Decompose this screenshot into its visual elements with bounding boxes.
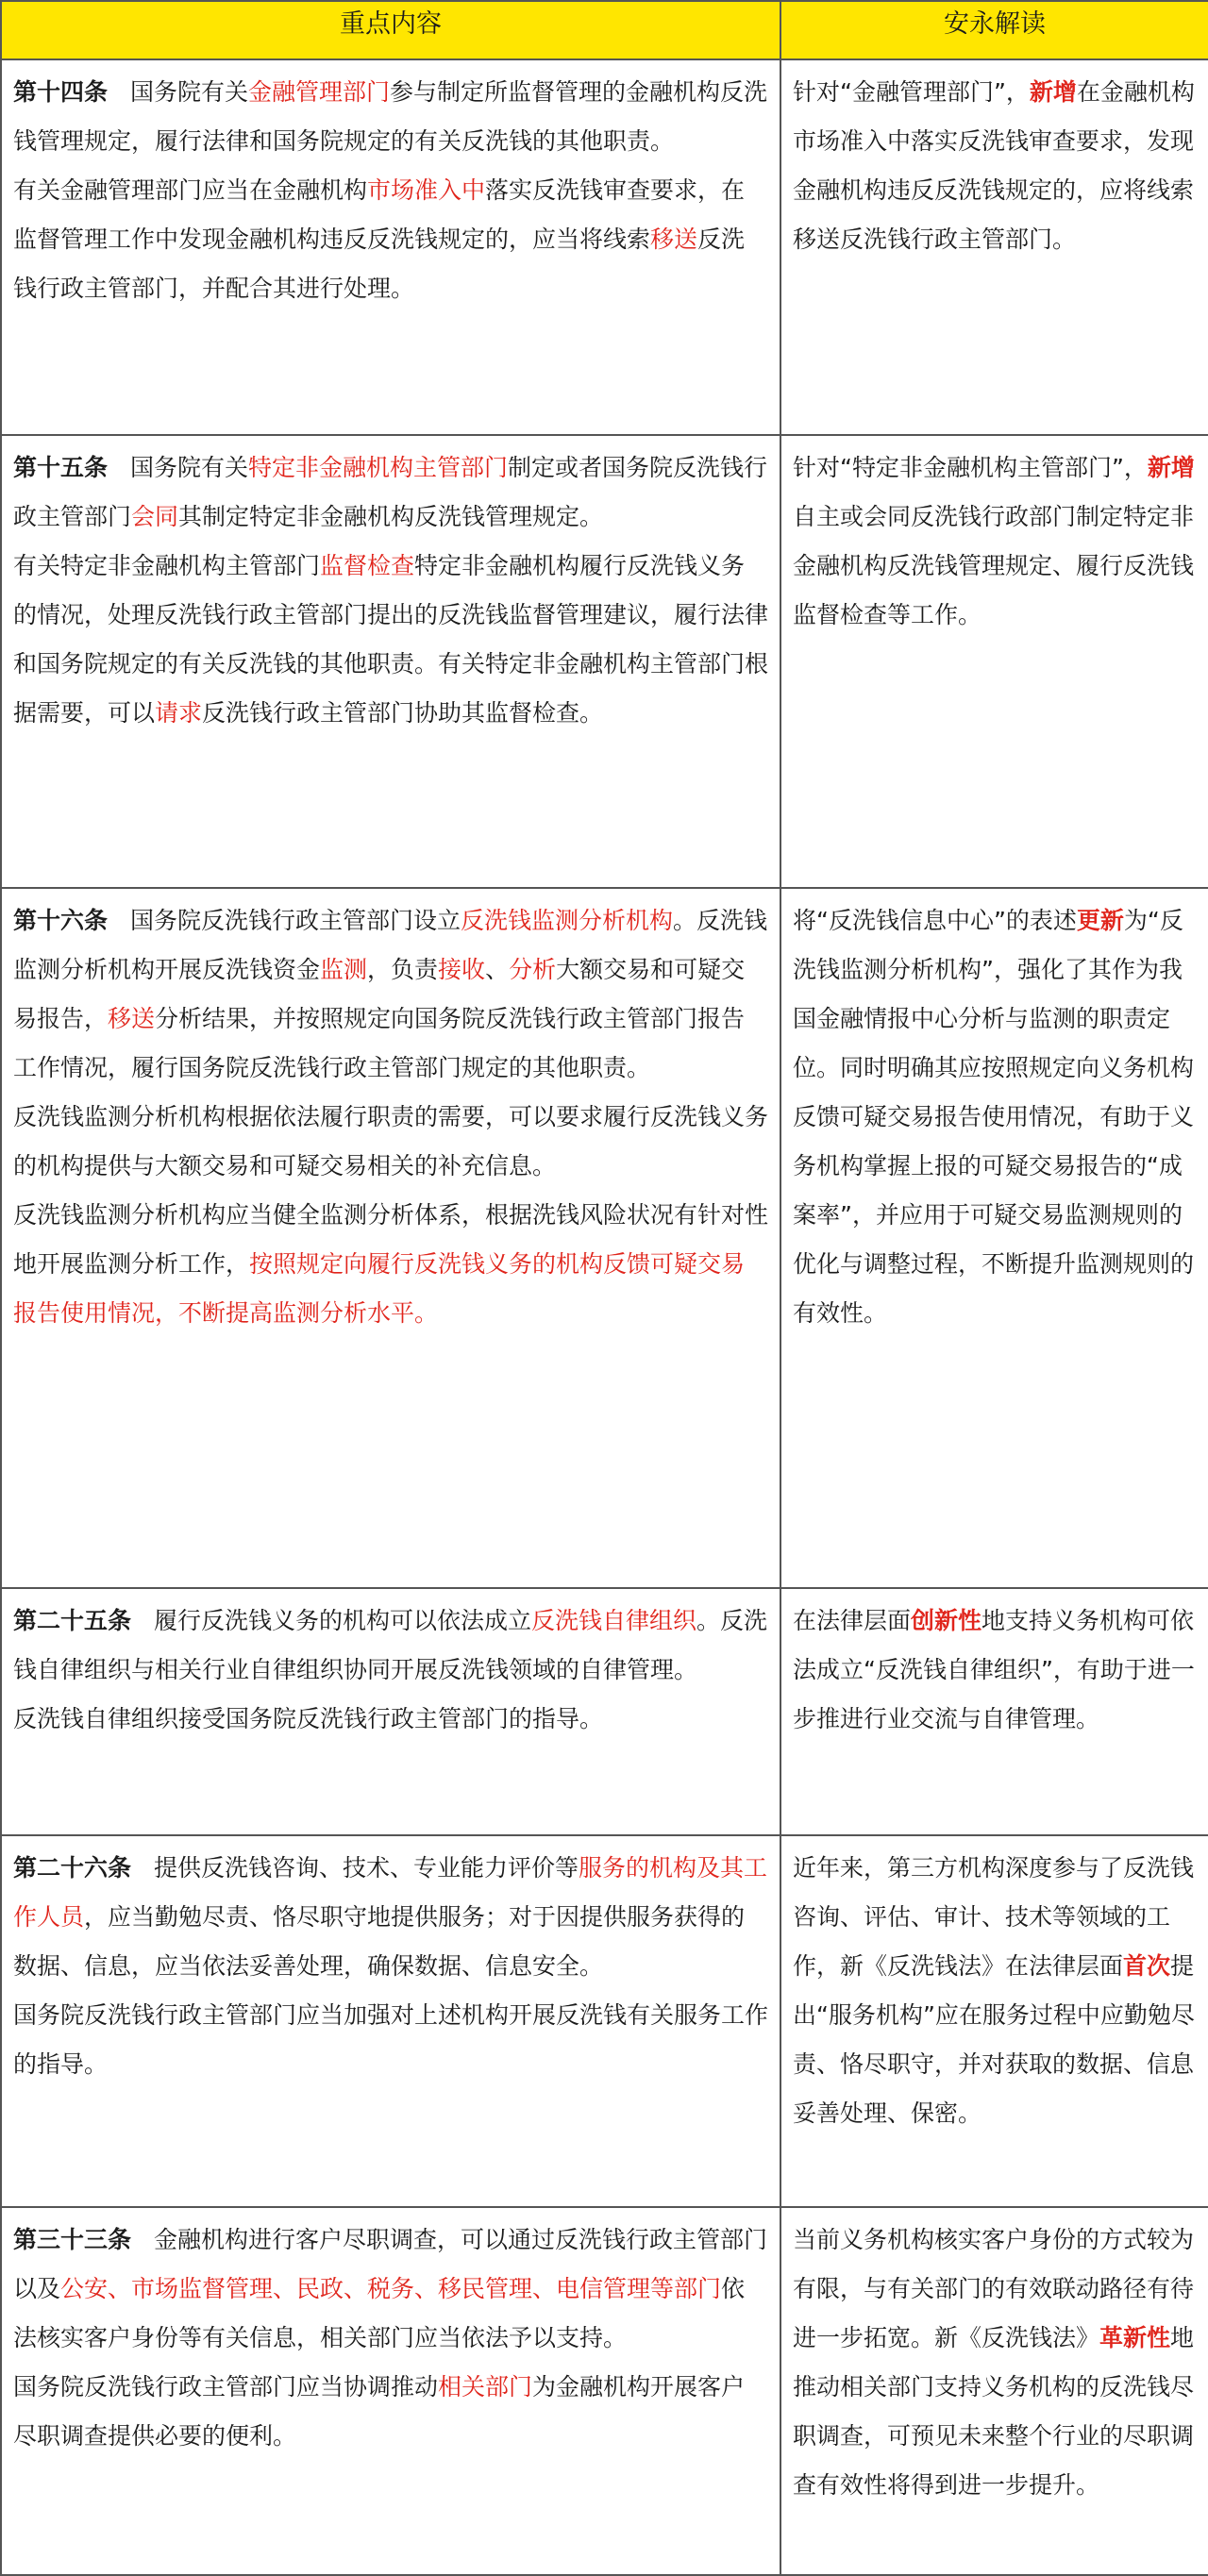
highlight-keyword: 新增 <box>1147 454 1195 481</box>
text-segment: 反洗钱监测分析机构根据依法履行职责的需要，可以要求履行反洗钱义务的机构提供与大额交易和可疑交易相关的补充信息。 <box>13 1103 769 1179</box>
content-cell <box>1 2207 780 2575</box>
highlight-text: 市场准入中 <box>367 176 486 204</box>
text-segment: 国务院反洗钱行政主管部门应当加强对上述机构开展反洗钱有关服务工作的指导。 <box>13 2001 769 2078</box>
text-segment: 依法核实客户身份等有关信息，相关部门应当依法予以支持。 <box>13 2275 746 2351</box>
text-segment: 提出“服务机构”应在服务过程中应勤勉尽责、恪尽职守，并对获取的数据、信息妥善处理、保密。 <box>793 1952 1195 2127</box>
highlight-text: 按照规定向履行反洗钱义务的机构反馈可疑交易报告使用情况，不断提高监测分析水平。 <box>13 1250 746 1327</box>
article-paragraph <box>13 68 768 166</box>
table-row <box>1 2207 1208 2575</box>
text-segment: 反洗钱行政主管部门协助其监督检查。 <box>202 699 604 727</box>
text-segment: 地支持义务机构可依法成立“反洗钱自律组织”，有助于进一步推进行业交流与自律管理。 <box>793 1607 1195 1732</box>
header-key-content: 重点内容 <box>1 1 780 59</box>
content-cell <box>1 1835 780 2207</box>
text-segment: 金融机构进行客户尽职调查，可以通过反洗钱行政主管部门以及 <box>13 2226 768 2302</box>
text-segment: 国务院反洗钱行政主管部门应当协调推动 <box>13 2373 439 2400</box>
text-segment: 国务院反洗钱行政主管部门设立 <box>130 907 461 934</box>
text-segment: 分析结果，并按照规定向国务院反洗钱行政主管部门报告工作情况，履行国务院反洗钱行政主管部门规定的其他职责。 <box>13 1005 746 1081</box>
content-cell <box>1 435 780 888</box>
highlight-text: 公安、市场监督管理、民政、税务、移民管理、电信管理等部门 <box>60 2275 722 2302</box>
article-paragraph <box>13 166 768 313</box>
highlight-text: 金融管理部门 <box>248 78 391 106</box>
text-segment: 提供反洗钱咨询、技术、专业能力评价等 <box>154 1854 579 1882</box>
text-segment: 当前义务机构核实客户身份的方式较为有限，与有关部门的有效联动路径有待进一步拓宽。新《反洗钱法》 <box>793 2226 1195 2351</box>
text-segment: 。反洗钱监测分析机构开展反洗钱资金 <box>13 907 768 983</box>
text-segment: 履行反洗钱义务的机构可以依法成立 <box>154 1607 532 1634</box>
text-segment: 针对“金融管理部门”， <box>793 78 1030 106</box>
text-segment: 、 <box>485 956 510 983</box>
highlight-text: 相关部门 <box>438 2373 533 2400</box>
article-number: 第十五条 <box>13 454 109 481</box>
article-paragraph <box>13 2363 768 2461</box>
text-segment: 在金融机构市场准入中落实反洗钱审查要求，发现金融机构违反反洗钱规定的，应将线索移送反洗钱行政主管部门。 <box>793 78 1195 253</box>
header-row <box>1 1 1208 59</box>
article-paragraph <box>13 1991 768 2089</box>
highlight-text: 请求 <box>155 699 203 727</box>
article-paragraph <box>13 542 768 738</box>
highlight-keyword: 创新性 <box>911 1607 982 1634</box>
article-number: 第十四条 <box>13 78 109 106</box>
text-segment: 反洗钱自律组织接受国务院反洗钱行政主管部门的指导。 <box>13 1705 604 1732</box>
interpretation-paragraph <box>793 1844 1199 2138</box>
text-segment: 特定非金融机构履行反洗钱义务的情况，处理反洗钱行政主管部门提出的反洗钱监督管理建议，履行法律和国务院规定的有关反洗钱的其他职责。有关特定非金融机构主管部门根据需要，可以 <box>13 552 769 727</box>
text-segment: 参与制定所监督管理的金融机构反洗钱管理规定，履行法律和国务院规定的有关反洗钱的其他职责。 <box>13 78 768 155</box>
content-cell <box>1 59 780 435</box>
text-segment: 将“反洗钱信息中心”的表述 <box>793 907 1077 934</box>
table-row <box>1 59 1208 435</box>
text-segment: 为金融机构开展客户尽职调查提供必要的便利。 <box>13 2373 746 2450</box>
highlight-keyword: 革新性 <box>1099 2324 1171 2351</box>
interpretation-cell <box>780 1588 1208 1835</box>
highlight-text: 特定非金融机构主管部门 <box>248 454 509 481</box>
table-row <box>1 435 1208 888</box>
content-cell <box>1 888 780 1588</box>
article-paragraph <box>13 1844 768 1991</box>
highlight-text: 会同 <box>131 503 179 530</box>
text-segment: 落实反洗钱审查要求，在监督管理工作中发现金融机构违反反洗钱规定的，应当将线索 <box>13 176 746 253</box>
article-paragraph <box>13 896 768 1093</box>
table-row <box>1 1835 1208 2207</box>
interpretation-cell <box>780 888 1208 1588</box>
text-segment: 大额交易和可疑交易报告， <box>13 956 746 1032</box>
highlight-text: 接收 <box>438 956 486 983</box>
text-segment: ，应当勤勉尽责、恪尽职守地提供服务；对于因提供服务获得的数据、信息，应当依法妥善处理，确保数据、信息安全。 <box>13 1903 746 1980</box>
text-segment: 针对“特定非金融机构主管部门”， <box>793 454 1148 481</box>
text-segment: 地推动相关部门支持义务机构的反洗钱尽职调查，可预见未来整个行业的尽职调查有效性将得到进一步提升。 <box>793 2324 1195 2499</box>
text-segment: 在法律层面 <box>793 1607 912 1634</box>
highlight-text: 移送 <box>108 1005 156 1032</box>
interpretation-cell <box>780 435 1208 888</box>
article-number: 第三十三条 <box>13 2226 132 2253</box>
text-segment: 反洗钱行政主管部门，并配合其进行处理。 <box>13 226 746 302</box>
article-paragraph <box>13 443 768 542</box>
article-paragraph <box>13 2216 768 2363</box>
text-segment: ，负责 <box>367 956 439 983</box>
text-segment: 近年来，第三方机构深度参与了反洗钱咨询、评估、审计、技术等领域的工作，新《反洗钱法》在法律层面 <box>793 1854 1195 1980</box>
interpretation-paragraph <box>793 896 1199 1338</box>
content-cell <box>1 1588 780 1835</box>
text-segment: 为“反洗钱监测分析机构”，强化了其作为我国金融情报中心分析与监测的职责定位。同时明确其应按照规定向义务机构反馈可疑交易报告使用情况，有助于义务机构掌握上报的可疑交易报告的“成案率”，并应用于可疑交易监测规则的优化与调整过程，不断提升监测规则的有效性。 <box>793 907 1195 1327</box>
table-row <box>1 888 1208 1588</box>
text-segment: 。反洗钱自律组织与相关行业自律组织协同开展反洗钱领域的自律管理。 <box>13 1607 768 1683</box>
highlight-text: 反洗钱监测分析机构 <box>461 907 674 934</box>
interpretation-cell <box>780 59 1208 435</box>
text-segment: 制定或者国务院反洗钱行政主管部门 <box>13 454 768 530</box>
text-segment: 反洗钱监测分析机构应当健全监测分析体系，根据洗钱风险状况有针对性地开展监测分析工作， <box>13 1201 769 1278</box>
highlight-keyword: 首次 <box>1123 1952 1171 1980</box>
highlight-text: 监测 <box>320 956 368 983</box>
interpretation-cell <box>780 2207 1208 2575</box>
article-paragraph <box>13 1191 768 1338</box>
interpretation-paragraph <box>793 2216 1199 2510</box>
highlight-keyword: 新增 <box>1029 78 1077 106</box>
text-segment: 自主或会同反洗钱行政部门制定特定非金融机构反洗钱管理规定、履行反洗钱监督检查等工作。 <box>793 503 1195 628</box>
highlight-text: 反洗钱自律组织 <box>531 1607 697 1634</box>
header-ey-interpretation: 安永解读 <box>780 1 1208 59</box>
text-segment: 有关金融管理部门应当在金融机构 <box>13 176 368 204</box>
article-number: 第十六条 <box>13 907 109 934</box>
text-segment: 国务院有关 <box>130 454 249 481</box>
text-segment: 国务院有关 <box>130 78 249 106</box>
highlight-keyword: 更新 <box>1076 907 1124 934</box>
text-segment: 有关特定非金融机构主管部门 <box>13 552 321 579</box>
article-paragraph <box>13 1597 768 1695</box>
highlight-text: 移送 <box>650 226 698 253</box>
interpretation-paragraph <box>793 68 1199 264</box>
article-paragraph <box>13 1093 768 1191</box>
article-number: 第二十六条 <box>13 1854 132 1882</box>
interpretation-paragraph <box>793 1597 1199 1744</box>
text-segment: 其制定特定非金融机构反洗钱管理规定。 <box>178 503 604 530</box>
table-row <box>1 1588 1208 1835</box>
highlight-text: 分析 <box>509 956 557 983</box>
article-paragraph <box>13 1695 768 1744</box>
interpretation-paragraph <box>793 443 1199 640</box>
highlight-text: 服务的机构及其工作人员 <box>13 1854 768 1931</box>
article-number: 第二十五条 <box>13 1607 132 1634</box>
highlight-text: 监督检查 <box>320 552 415 579</box>
interpretation-cell <box>780 1835 1208 2207</box>
